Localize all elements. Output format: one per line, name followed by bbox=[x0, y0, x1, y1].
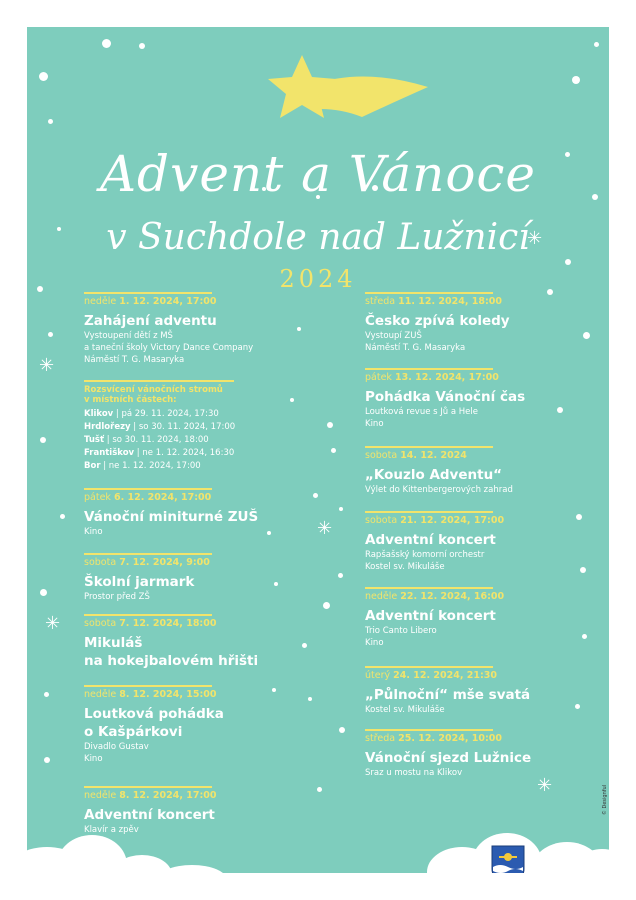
designer-credit: © Designful bbox=[602, 784, 609, 816]
title-line1: Advent a Vánoce bbox=[99, 145, 537, 203]
event-details: Kino bbox=[84, 527, 103, 537]
event-details: Klavír a zpěv bbox=[84, 825, 139, 835]
snow-dot bbox=[594, 42, 599, 47]
snow-dot bbox=[44, 757, 50, 763]
poster bbox=[27, 27, 609, 873]
divider bbox=[84, 488, 212, 490]
divider bbox=[84, 553, 212, 555]
right-column bbox=[365, 292, 609, 812]
event-date: úterý 24. 12. 2024, 21:30 bbox=[365, 670, 498, 681]
divider bbox=[84, 380, 234, 382]
event-title: „Půlnoční“ mše svatá bbox=[365, 687, 531, 703]
snowflake-icon: ✳ bbox=[537, 775, 553, 796]
divider bbox=[365, 511, 493, 513]
snow-dot bbox=[44, 692, 49, 697]
event-item bbox=[365, 446, 609, 496]
event-details: Kostel sv. Mikuláše bbox=[365, 705, 445, 715]
divider bbox=[84, 685, 212, 687]
municipal-crest-icon bbox=[491, 845, 525, 873]
event-details: Loutková revue s Jů a Hele Kino bbox=[365, 407, 479, 429]
event-title: Pohádka Vánoční čas bbox=[365, 389, 526, 405]
event-title: Vánoční sjezd Lužnice bbox=[365, 750, 532, 766]
event-item bbox=[365, 292, 609, 354]
event-title: Mikuláš na hokejbalovém hřišti bbox=[84, 635, 259, 669]
event-date: středa 11. 12. 2024, 18:00 bbox=[365, 296, 502, 307]
snow-dot bbox=[40, 589, 47, 596]
snow-dot bbox=[60, 514, 65, 519]
event-date: neděle 22. 12. 2024, 16:00 bbox=[365, 591, 505, 602]
snowflake-icon: ✳ bbox=[39, 355, 55, 376]
event-title: „Kouzlo Adventu“ bbox=[365, 467, 503, 483]
title-year: 2024 bbox=[279, 265, 357, 293]
tree-row: Františkov | ne 1. 12. 2024, 16:30 bbox=[84, 448, 235, 458]
tree-row: Tušť | so 30. 11. 2024, 18:00 bbox=[84, 435, 209, 445]
tree-row: Klikov | pá 29. 11. 2024, 17:30 bbox=[84, 409, 219, 419]
shooting-star-icon bbox=[242, 47, 432, 127]
snow-dot bbox=[40, 437, 46, 443]
snow-dot bbox=[39, 72, 48, 81]
snow-dot bbox=[572, 76, 580, 84]
tree-row: Bor | ne 1. 12. 2024, 17:00 bbox=[84, 461, 201, 471]
event-item bbox=[84, 292, 344, 366]
event-details: Vystoupí ZUŠ Náměstí T. G. Masaryka bbox=[365, 331, 466, 353]
event-title: Adventní koncert bbox=[365, 608, 496, 624]
event-title: Loutková pohádka o Kašpárkovi bbox=[84, 706, 224, 740]
event-title: Adventní koncert bbox=[365, 532, 496, 548]
event-details: Rapšašský komorní orchestr Kostel sv. Mikuláše bbox=[365, 550, 485, 572]
event-item bbox=[84, 685, 344, 765]
snow-dot bbox=[102, 39, 111, 48]
divider bbox=[365, 446, 493, 448]
event-item bbox=[84, 553, 344, 603]
divider bbox=[84, 614, 212, 616]
title-line2: v Suchdole nad Lužnicí bbox=[106, 217, 530, 258]
divider bbox=[365, 368, 493, 370]
tree-lighting bbox=[84, 380, 344, 473]
event-details: Divadlo Gustav Kino bbox=[84, 742, 149, 764]
event-title: Česko zpívá koledy bbox=[365, 313, 510, 329]
divider bbox=[365, 729, 493, 731]
event-item bbox=[365, 511, 609, 573]
event-date: středa 25. 12. 2024, 10:00 bbox=[365, 733, 502, 744]
event-date: pátek 13. 12. 2024, 17:00 bbox=[365, 372, 499, 383]
event-details: Výlet do Kittenbergerových zahrad bbox=[365, 485, 513, 495]
event-item bbox=[84, 786, 344, 836]
event-date: sobota 7. 12. 2024, 18:00 bbox=[84, 618, 217, 629]
event-details: Trio Canto Libero Kino bbox=[365, 626, 437, 648]
event-title: Vánoční miniturné ZUŠ bbox=[84, 509, 259, 525]
snow-dot bbox=[48, 119, 53, 124]
divider bbox=[365, 666, 493, 668]
event-item bbox=[365, 729, 609, 779]
event-details: Sraz u mostu na Klikov bbox=[365, 768, 463, 778]
snowflake-icon: ✳ bbox=[317, 518, 333, 539]
event-item bbox=[84, 488, 344, 538]
event-item bbox=[365, 666, 609, 716]
snow-dot bbox=[48, 332, 53, 337]
event-date: pátek 6. 12. 2024, 17:00 bbox=[84, 492, 212, 503]
snowflake-icon: ✳ bbox=[45, 613, 61, 634]
snowflake-icon: ✳ bbox=[527, 228, 543, 249]
event-date: neděle 8. 12. 2024, 15:00 bbox=[84, 689, 217, 700]
divider bbox=[84, 292, 212, 294]
left-column bbox=[84, 292, 344, 852]
event-date: neděle 1. 12. 2024, 17:00 bbox=[84, 296, 217, 307]
event-date: neděle 8. 12. 2024, 17:00 bbox=[84, 790, 217, 801]
event-details: Vystoupení dětí z MŠ a taneční školy Victory Dance Company Náměstí T. G. Masaryka bbox=[84, 331, 254, 365]
event-item bbox=[365, 587, 609, 649]
divider bbox=[365, 292, 493, 294]
divider bbox=[84, 786, 212, 788]
event-date: sobota 21. 12. 2024, 17:00 bbox=[365, 515, 505, 526]
event-item bbox=[365, 368, 609, 430]
event-date: sobota 7. 12. 2024, 9:00 bbox=[84, 557, 210, 568]
divider bbox=[365, 587, 493, 589]
event-date: sobota 14. 12. 2024 bbox=[365, 450, 467, 461]
event-details: Prostor před ZŠ bbox=[84, 592, 150, 602]
event-title: Školní jarmark bbox=[84, 574, 195, 590]
event-title: Zahájení adventu bbox=[84, 313, 217, 329]
tree-heading: Rozsvícení vánočních stromů v místních částech: bbox=[84, 385, 223, 405]
tree-row: Hrdlořezy | so 30. 11. 2024, 17:00 bbox=[84, 422, 236, 432]
snow-dot bbox=[139, 43, 145, 49]
event-title: Adventní koncert bbox=[84, 807, 215, 823]
event-item bbox=[84, 614, 344, 670]
